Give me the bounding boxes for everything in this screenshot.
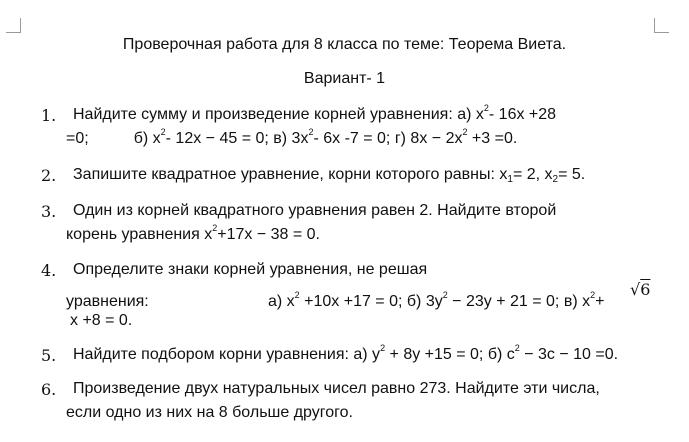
corner-mark-top-right [654, 18, 669, 33]
task-3-number: 3. [41, 202, 57, 221]
task-4-label: уравнения: [66, 293, 149, 310]
task-6-line-2: если одно из них на 8 больше другого. [66, 404, 353, 421]
task-2-number: 2. [41, 166, 57, 185]
task-1-line-1: Найдите сумму и произведение корней уравнения: а) $x^2-$ 16x +28 [73, 103, 557, 123]
task-5-line-1: Найдите подбором корни уравнения: а) $y^2 + 8y +15 = 0$; б) $c^2 - 3c - 10 =0$. [73, 343, 619, 363]
task-1-line-2: =0; б) $x^2-$ 12x − 45 = 0; в) $3x^2-$ 6x -7 = 0; г) $8x - 2x^2 +3 =0$. [66, 127, 518, 147]
task-4-line-2: а) $x^2 +10x +17 = 0$; б) $3y^2 - 23y + 21 = 0$; в) $x^2+$ [268, 290, 605, 310]
task-6-line-1: Произведение двух натуральных чисел равно 273. Найдите эти числа, [73, 380, 600, 397]
task-1-number: 1. [41, 106, 57, 125]
variant-heading: Вариант- 1 [303, 70, 386, 87]
sqrt-six: √6 [630, 280, 651, 299]
task-6-number: 6. [41, 380, 57, 399]
corner-mark-top-left [6, 18, 21, 33]
task-4-number: 4. [41, 261, 57, 280]
task-5-number: 5. [41, 346, 57, 365]
task-2-line-1: Запишите квадратное уравнение, корни которого равны: $x_1= 2$, $x_2= 5$. [73, 166, 586, 185]
task-4-line-3: x +8 = 0. [70, 312, 133, 329]
task-3-line-2: корень уравнения $x^2+17x - 38 = 0$. [66, 223, 320, 243]
task-3-line-1: Один из корней квадратного уравнения равен 2. Найдите второй [73, 202, 557, 219]
task-4-line-1: Определите знаки корней уравнения, не решая [73, 261, 428, 278]
page-title: Проверочная работа для 8 класса по теме: Теорема Виета. [122, 36, 567, 53]
